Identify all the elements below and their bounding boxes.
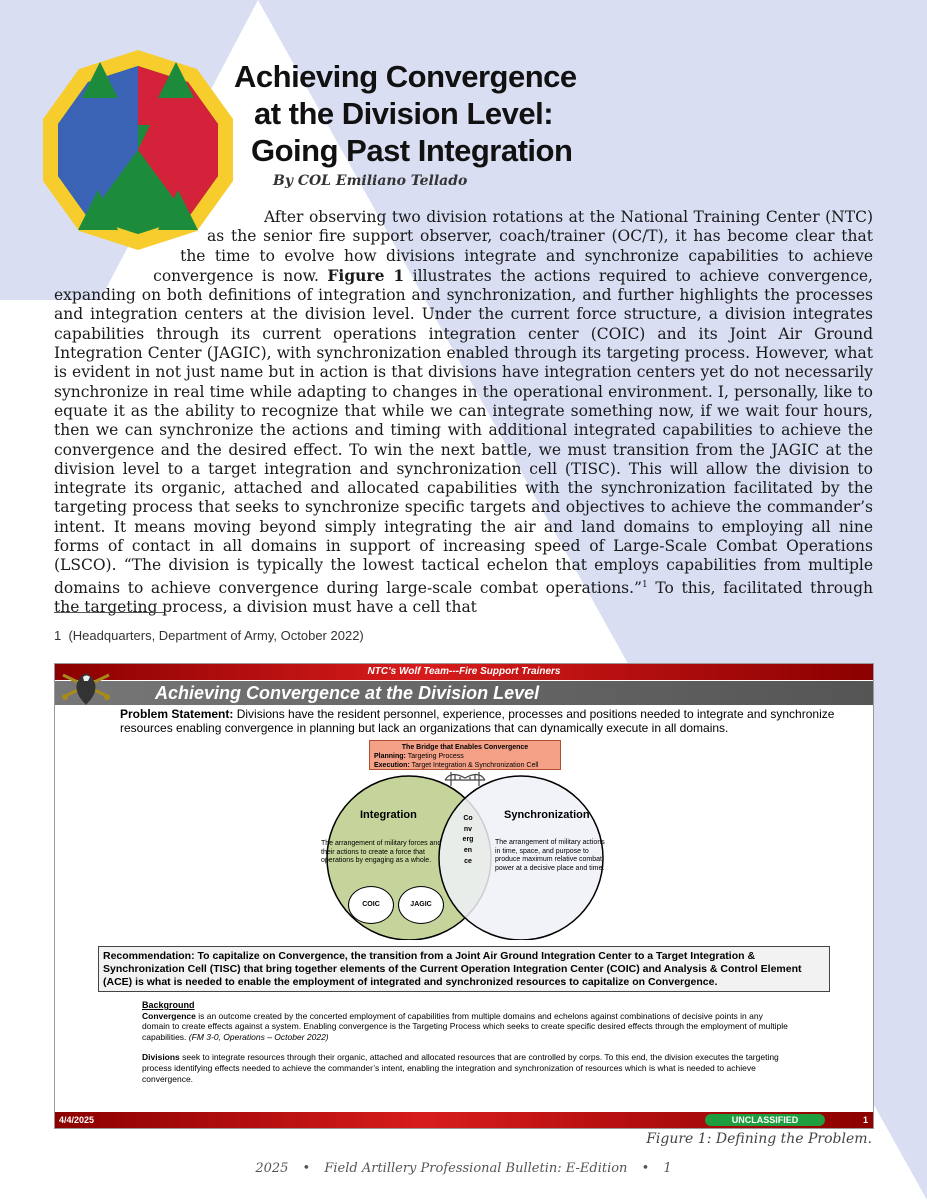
- problem-text: Divisions have the resident personnel, experience, processes and positions needed to integrate and synchronize resources enabling convergence in planning but lack an organizations that can dynamically execute in all domains.: [120, 707, 835, 735]
- integration-heading: Integration: [360, 809, 417, 821]
- footer-separator: •: [302, 1161, 311, 1176]
- coic-node: COIC: [348, 886, 394, 924]
- synchronization-heading: Synchronization: [504, 809, 590, 821]
- footnote-number: 1: [54, 628, 62, 643]
- synchronization-text: The arrangement of military actions in time, space, and purpose to produce maximum relative combat power at a decisive place and time.: [495, 839, 605, 872]
- background-heading: Background: [142, 1000, 195, 1010]
- article-title: [234, 58, 577, 169]
- figure-reference: Figure 1: [327, 265, 405, 285]
- figure-slide: [54, 663, 874, 1129]
- footer-separator: •: [641, 1161, 650, 1176]
- convergence-term: Convergence: [142, 1010, 196, 1021]
- divisions-term: Divisions: [142, 1052, 180, 1063]
- eagle-crossed-cannons-icon: [61, 667, 111, 707]
- footer-publication: Field Artillery Professional Bulletin: E-Edition: [324, 1161, 628, 1176]
- problem-statement: [120, 707, 850, 735]
- title-line-3: Going Past Integration: [251, 133, 573, 168]
- problem-label: Problem Statement:: [120, 707, 234, 721]
- byline: By COL Emiliano Tellado: [273, 173, 468, 189]
- convergence-citation: (FM 3-0, Operations – October 2022): [188, 1031, 329, 1042]
- body-part-2: illustrates the actions required to achieve convergence, expanding on both definitions of integration and synchronization, and further highlights the processes and integration centers at the division level. Under the current force structure, a division integrates capabilities through its current operations integration center (COIC) and its Joint Air Ground Integration Center (JAGIC), with synchronization enabled through its targeting process. However, what is evident in not just name but in action is that divisions have integration centers yet do not necessarily synchronize in real time while adapting to changes in the operational environment. I, personally, like to equate it as the ability to recognize that while we can integrate something now, if we wait four hours, then we can synchronize the actions and timing with additional integrated capabilities to achieve the convergence and the desired effect. To win the next battle, we must transition from the JAGIC at the division level to a target integration and synchronization cell (TISC). This will allow the division to integrate its organic, attached and allocated capabilities with the synchronization facilitated by the targeting process that seeks to synchronize specific targets and objectives to achieve the commander’s intent. It means moving beyond simply integrating the air and land domains to employing all nine forms of contact in all domains in support of increasing speed of Large-Scale Combat Operations (LSCO). “The division is typically the lowest tactical echelon that employs capabilities from multiple domains to achieve convergence during large-scale combat operations.”: [54, 266, 873, 597]
- footnote-mark: 1: [642, 579, 648, 590]
- background-section: [142, 1000, 792, 1094]
- convergence-paragraph: [142, 1011, 792, 1043]
- classification-badge: UNCLASSIFIED: [705, 1114, 825, 1126]
- convergence-definition: is an outcome created by the concerted employment of capabilities from multiple domains and echelons against combinations of decisive points in any domain to create effects against a system. Enabling convergence is the Targeting Process which seeks to create specific desired effects through the employment of multiple capabilities.: [142, 1010, 788, 1042]
- slide-footer-bar: [55, 1112, 873, 1128]
- bridge-icon: [445, 772, 485, 786]
- planning-label: Planning:: [374, 753, 406, 760]
- article-body: [54, 208, 873, 617]
- slide-banner: NTC’s Wolf Team---Fire Support Trainers: [55, 664, 873, 680]
- footnote-text: (Headquarters, Department of Army, October 2022): [68, 628, 364, 643]
- footer-page: 1: [663, 1161, 672, 1176]
- bridge-execution: [374, 761, 556, 770]
- convergence-vertical-label: Convergence: [462, 815, 474, 865]
- planning-value: Targeting Process: [407, 753, 464, 760]
- figure-caption: Figure 1: Defining the Problem.: [646, 1131, 872, 1147]
- integration-text: The arrangement of military forces and their actions to create a force that operations by engaging as a whole.: [321, 840, 442, 865]
- slide-date: 4/4/2025: [59, 1115, 95, 1125]
- execution-label: Execution:: [374, 762, 410, 769]
- execution-value: Target Integration & Synchronization Cell: [411, 762, 539, 769]
- recommendation-box: Recommendation: To capitalize on Convergence, the transition from a Joint Air Ground Integration Center to a Target Integration & Synchronization Cell (TISC) that bring together elements of the Current Operation Integration Center (COIC) and Analysis & Control Element (ACE) is what is needed to enable the employment of integrated and synchronized resources to capitalize on Convergence.: [98, 946, 830, 992]
- slide-page-number: 1: [862, 1115, 868, 1125]
- divisions-definition: seek to integrate resources through their organic, attached and allocated resources that are controlled by corps. To this end, the division executes the targeting process identifying effects needed to achieve the commander’s intent, enabling the integration and synchronization of resources which is what is needed to achieve convergence.: [142, 1052, 779, 1084]
- bridge-box: [369, 740, 561, 770]
- footer-year: 2025: [255, 1161, 289, 1176]
- bridge-title: The Bridge that Enables Convergence: [401, 744, 529, 751]
- jagic-node: JAGIC: [398, 886, 444, 924]
- page-footer: [0, 1161, 927, 1176]
- title-line-1: Achieving Convergence: [234, 59, 577, 94]
- title-line-2: at the Division Level:: [254, 96, 554, 131]
- footnote-divider: [54, 612, 164, 613]
- bridge-planning: [374, 752, 556, 761]
- footnote: [54, 628, 364, 643]
- divisions-paragraph: [142, 1052, 792, 1084]
- body-part-1: After observing two division rotations at the National Training Center (NTC) as the senior fire support observer, coach/trainer (OC/T), it has become clear that the time to evolve how divisions integrate and synchronize capabilities to achieve convergence is now.: [153, 208, 873, 285]
- slide-title: Achieving Convergence at the Division Level: [55, 681, 873, 705]
- body-part-3: To this, facilitated through the targeting process, a division must have a cell that: [54, 578, 874, 617]
